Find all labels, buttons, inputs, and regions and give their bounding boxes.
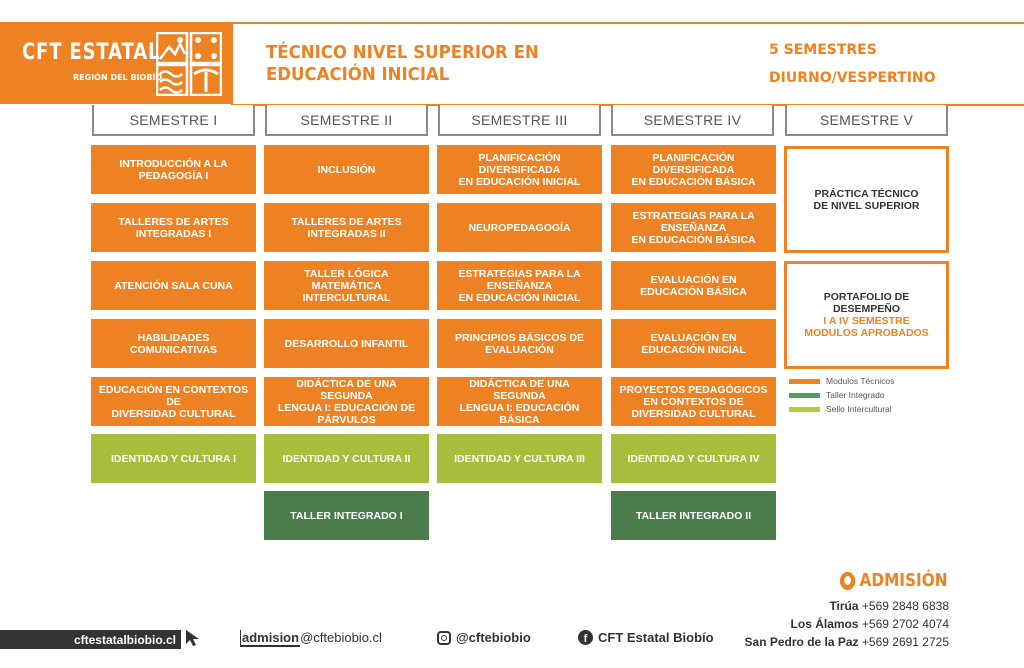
course-atencion-sala-cuna: ATENCIÓN SALA CUNA	[91, 261, 256, 310]
course-estrategias-basica: ESTRATEGIAS PARA LA ENSEÑANZA EN EDUCACIÓN BÁSICA	[611, 203, 776, 252]
course-practica-tecnico: PRÁCTICA TÉCNICO DE NIVEL SUPERIOR	[784, 146, 949, 253]
course-estrategias-inicial: ESTRATEGIAS PARA LA ENSEÑANZA EN EDUCACIÓN INICIAL	[437, 261, 602, 310]
semester-header-3: SEMESTRE III	[438, 105, 601, 136]
cursor-icon	[184, 628, 202, 648]
course-neuropedagogia: NEUROPEDAGOGÍA	[437, 203, 602, 252]
course-didactica-basica: DIDÁCTICA DE UNA SEGUNDA LENGUA I: EDUCACIÓN BÁSICA	[437, 377, 602, 426]
facebook-icon: f	[578, 630, 593, 645]
legend	[789, 374, 894, 416]
footer-facebook-link[interactable]: f CFT Estatal Biobío	[578, 630, 714, 645]
whatsapp-icon	[840, 572, 855, 590]
contact-tirua: Tirúa +569 2848 6838	[829, 599, 949, 613]
course-desarrollo-infantil: DESARROLLO INFANTIL	[264, 319, 429, 368]
semester-header-2: SEMESTRE II	[265, 105, 428, 136]
course-principios-evaluacion: PRINCIPIOS BÁSICOS DE EVALUACIÓN	[437, 319, 602, 368]
footer-instagram-link[interactable]: @cftebiobio	[437, 630, 531, 645]
course-inclusion: INCLUSIÓN	[264, 145, 429, 194]
instagram-icon	[437, 631, 451, 645]
program-header	[231, 22, 1024, 106]
footer-website-link[interactable]: cftestatalbiobio.cl	[0, 630, 181, 649]
program-title-line1: TÉCNICO NIVEL SUPERIOR EN	[266, 42, 539, 63]
legend-swatch-lime	[789, 407, 820, 412]
course-evaluacion-inicial: EVALUACIÓN EN EDUCACIÓN INICIAL	[611, 319, 776, 368]
course-taller-integrado-1: TALLER INTEGRADO I	[264, 491, 429, 540]
course-talleres-artes-2: TALLERES DE ARTES INTEGRADAS II	[264, 203, 429, 252]
portfolio-note-2: MODULOS APROBADOS	[804, 327, 929, 339]
logo-emblem-icon	[156, 32, 222, 96]
email-user: admision	[242, 630, 300, 645]
course-identidad-cultura-4: IDENTIDAD Y CULTURA IV	[611, 434, 776, 483]
course-identidad-cultura-3: IDENTIDAD Y CULTURA III	[437, 434, 602, 483]
admission-title: ADMISIÓN	[840, 570, 948, 591]
course-portafolio: PORTAFOLIO DE DESEMPEÑO I A IV SEMESTRE MODULOS APROBADOS	[784, 261, 949, 369]
course-taller-logica: TALLER LÓGICA MATEMÁTICA INTERCULTURAL	[264, 261, 429, 310]
contact-los-alamos: Los Álamos +569 2702 4074	[790, 617, 949, 631]
logo-title: CFT ESTATAL	[22, 40, 161, 65]
legend-item-taller: Taller Integrado	[789, 388, 894, 402]
course-planificacion-basica: PLANIFICACIÓN DIVERSIFICADA EN EDUCACIÓN BÁSICA	[611, 145, 776, 194]
semester-header-1: SEMESTRE I	[92, 105, 255, 136]
course-habilidades-comunicativas: HABILIDADES COMUNICATIVAS	[91, 319, 256, 368]
email-domain: @cftebiobio.cl	[300, 630, 382, 645]
legend-swatch-orange	[789, 379, 820, 384]
admission-contacts	[745, 597, 949, 651]
course-proyectos-pedagogicos: PROYECTOS PEDAGÓGICOS EN CONTEXTOS DE DIVERSIDAD CULTURAL	[611, 377, 776, 426]
course-didactica-parvulos: DIDÁCTICA DE UNA SEGUNDA LENGUA I: EDUCACIÓN DE PÁRVULOS	[264, 377, 429, 426]
course-evaluacion-basica: EVALUACIÓN EN EDUCACIÓN BÁSICA	[611, 261, 776, 310]
legend-item-sello: Sello Intercultural	[789, 402, 894, 416]
program-duration: 5 SEMESTRES	[769, 42, 877, 58]
course-talleres-artes-1: TALLERES DE ARTES INTEGRADAS I	[91, 203, 256, 252]
logo-block	[0, 22, 233, 104]
contact-san-pedro: San Pedro de la Paz +569 2691 2725	[744, 635, 949, 649]
portfolio-note-1: I A IV SEMESTRE	[823, 315, 910, 327]
legend-item-tecnicos: Modulos Técnicos	[789, 374, 894, 388]
course-educacion-contextos: EDUCACIÓN EN CONTEXTOS DE DIVERSIDAD CULTURAL	[91, 377, 256, 426]
semester-header-4: SEMESTRE IV	[611, 105, 774, 136]
course-planificacion-inicial: PLANIFICACIÓN DIVERSIFICADA EN EDUCACIÓN INICIAL	[437, 145, 602, 194]
course-taller-integrado-2: TALLER INTEGRADO II	[611, 491, 776, 540]
course-identidad-cultura-1: IDENTIDAD Y CULTURA I	[91, 434, 256, 483]
course-intro-pedagogia-1: INTRODUCCIÓN A LA PEDAGOGÍA I	[91, 145, 256, 194]
program-title-line2: EDUCACIÓN INICIAL	[266, 64, 450, 85]
footer-email-link[interactable]	[240, 630, 382, 645]
logo-subtitle: REGIÓN DEL BIOBÍO	[73, 73, 163, 82]
semester-header-5: SEMESTRE V	[785, 105, 948, 136]
program-title	[266, 42, 539, 86]
course-identidad-cultura-2: IDENTIDAD Y CULTURA II	[264, 434, 429, 483]
legend-swatch-green	[789, 393, 820, 398]
program-schedule: DIURNO/VESPERTINO	[769, 70, 936, 86]
